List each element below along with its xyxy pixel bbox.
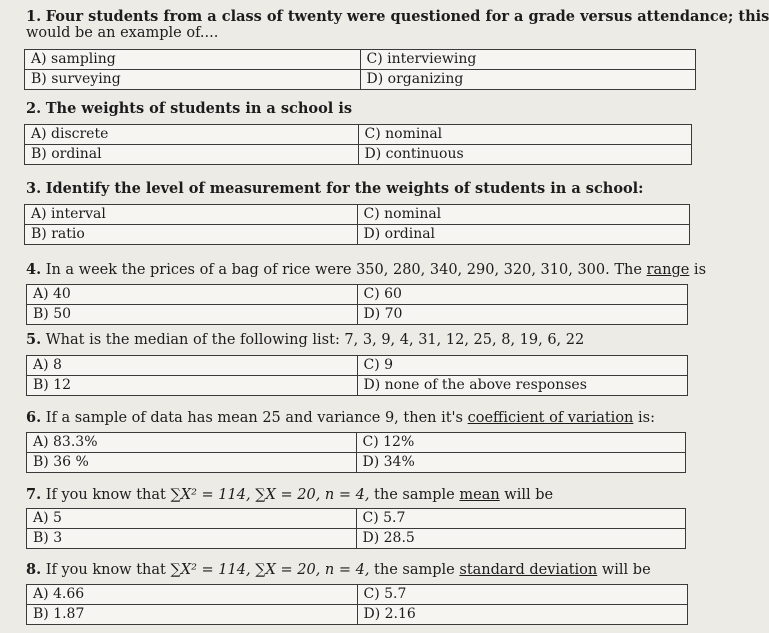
question-text-mid: the sample [369,487,460,503]
question-text: Identify the level of measurement for the weights of students in a school: [45,180,644,197]
question-text: What is the median of the following list: 7, 3, 9, 4, 31, 12, 25, 8, 19, 6, 22 [45,332,585,348]
question-3-options [24,204,690,245]
question-text-end: will be [597,562,651,578]
question-number: 4. [26,261,42,278]
option-d[interactable]: D) ordinal [357,225,690,245]
option-c[interactable]: C) 9 [357,356,688,376]
option-d[interactable]: D) 28.5 [356,529,686,549]
option-d[interactable]: D) organizing [360,70,696,90]
question-5-stem [26,331,584,349]
question-8-options [26,584,688,625]
option-c[interactable]: C) 5.7 [357,585,688,605]
question-6-stem [26,409,655,427]
question-text: In a week the prices of a bag of rice were 350, 280, 340, 290, 320, 310, 300. The [45,262,647,278]
option-c[interactable]: C) 12% [356,433,686,453]
option-a[interactable]: A) 4.66 [27,585,358,605]
option-b[interactable]: B) 12 [27,376,358,396]
option-a[interactable]: A) sampling [25,50,361,70]
question-7-options [26,508,686,549]
question-4-options [26,284,688,325]
question-text: Four students from a class of twenty were questioned for a grade versus attendance; this [45,8,769,25]
question-text: If you know that [45,487,171,503]
question-text: The weights of students in a school is [45,100,352,117]
option-d[interactable]: D) none of the above responses [357,376,688,396]
question-5-options [26,355,688,396]
question-keyword: range [646,262,690,278]
option-a[interactable]: A) 40 [27,285,358,305]
question-1-stem-line2 [26,25,218,42]
question-2-options [24,124,692,165]
option-b[interactable]: B) 36 % [27,453,357,473]
option-c[interactable]: C) 5.7 [356,509,686,529]
question-number: 7. [26,486,42,503]
option-b[interactable]: B) 50 [27,305,358,325]
option-a[interactable]: A) 5 [27,509,357,529]
option-d[interactable]: D) 34% [356,453,686,473]
option-c[interactable]: C) interviewing [360,50,696,70]
question-number: 8. [26,561,42,578]
question-text: If you know that [45,562,171,578]
question-number: 3. [26,180,42,197]
option-d[interactable]: D) 70 [357,305,688,325]
question-number: 1. [26,8,42,25]
question-number: 6. [26,409,42,426]
question-text: If a sample of data has mean 25 and variance 9, then it's [45,410,468,426]
option-b[interactable]: B) 1.87 [27,605,358,625]
option-d[interactable]: D) 2.16 [357,605,688,625]
option-b[interactable]: B) ratio [25,225,358,245]
option-a[interactable]: A) interval [25,205,358,225]
option-c[interactable]: C) nominal [358,125,692,145]
question-text-end: is [689,262,707,278]
option-a[interactable]: A) 8 [27,356,358,376]
option-b[interactable]: B) surveying [25,70,361,90]
formula: ∑X² = 114, ∑X = 20, n = 4, [170,487,370,503]
question-keyword: standard deviation [459,562,598,578]
question-3-stem [26,180,644,198]
question-2-stem [26,100,352,118]
formula: ∑X² = 114, ∑X = 20, n = 4, [170,562,370,578]
option-c[interactable]: C) nominal [357,205,690,225]
question-text-end: will be [499,487,554,503]
question-text-mid: the sample [369,562,460,578]
question-text-end: is: [633,410,655,426]
question-number: 5. [26,331,42,348]
question-7-stem [26,486,553,504]
question-keyword: coefficient of variation [467,410,634,426]
option-c[interactable]: C) 60 [357,285,688,305]
question-1-options [24,49,696,90]
question-8-stem [26,561,651,579]
question-6-options [26,432,686,473]
question-4-stem [26,261,706,279]
question-keyword: mean [459,487,500,503]
question-number: 2. [26,100,42,117]
option-a[interactable]: A) discrete [25,125,359,145]
option-d[interactable]: D) continuous [358,145,692,165]
question-text: would be an example of.... [26,25,219,41]
question-1-stem [26,8,769,26]
option-a[interactable]: A) 83.3% [27,433,357,453]
option-b[interactable]: B) 3 [27,529,357,549]
option-b[interactable]: B) ordinal [25,145,359,165]
